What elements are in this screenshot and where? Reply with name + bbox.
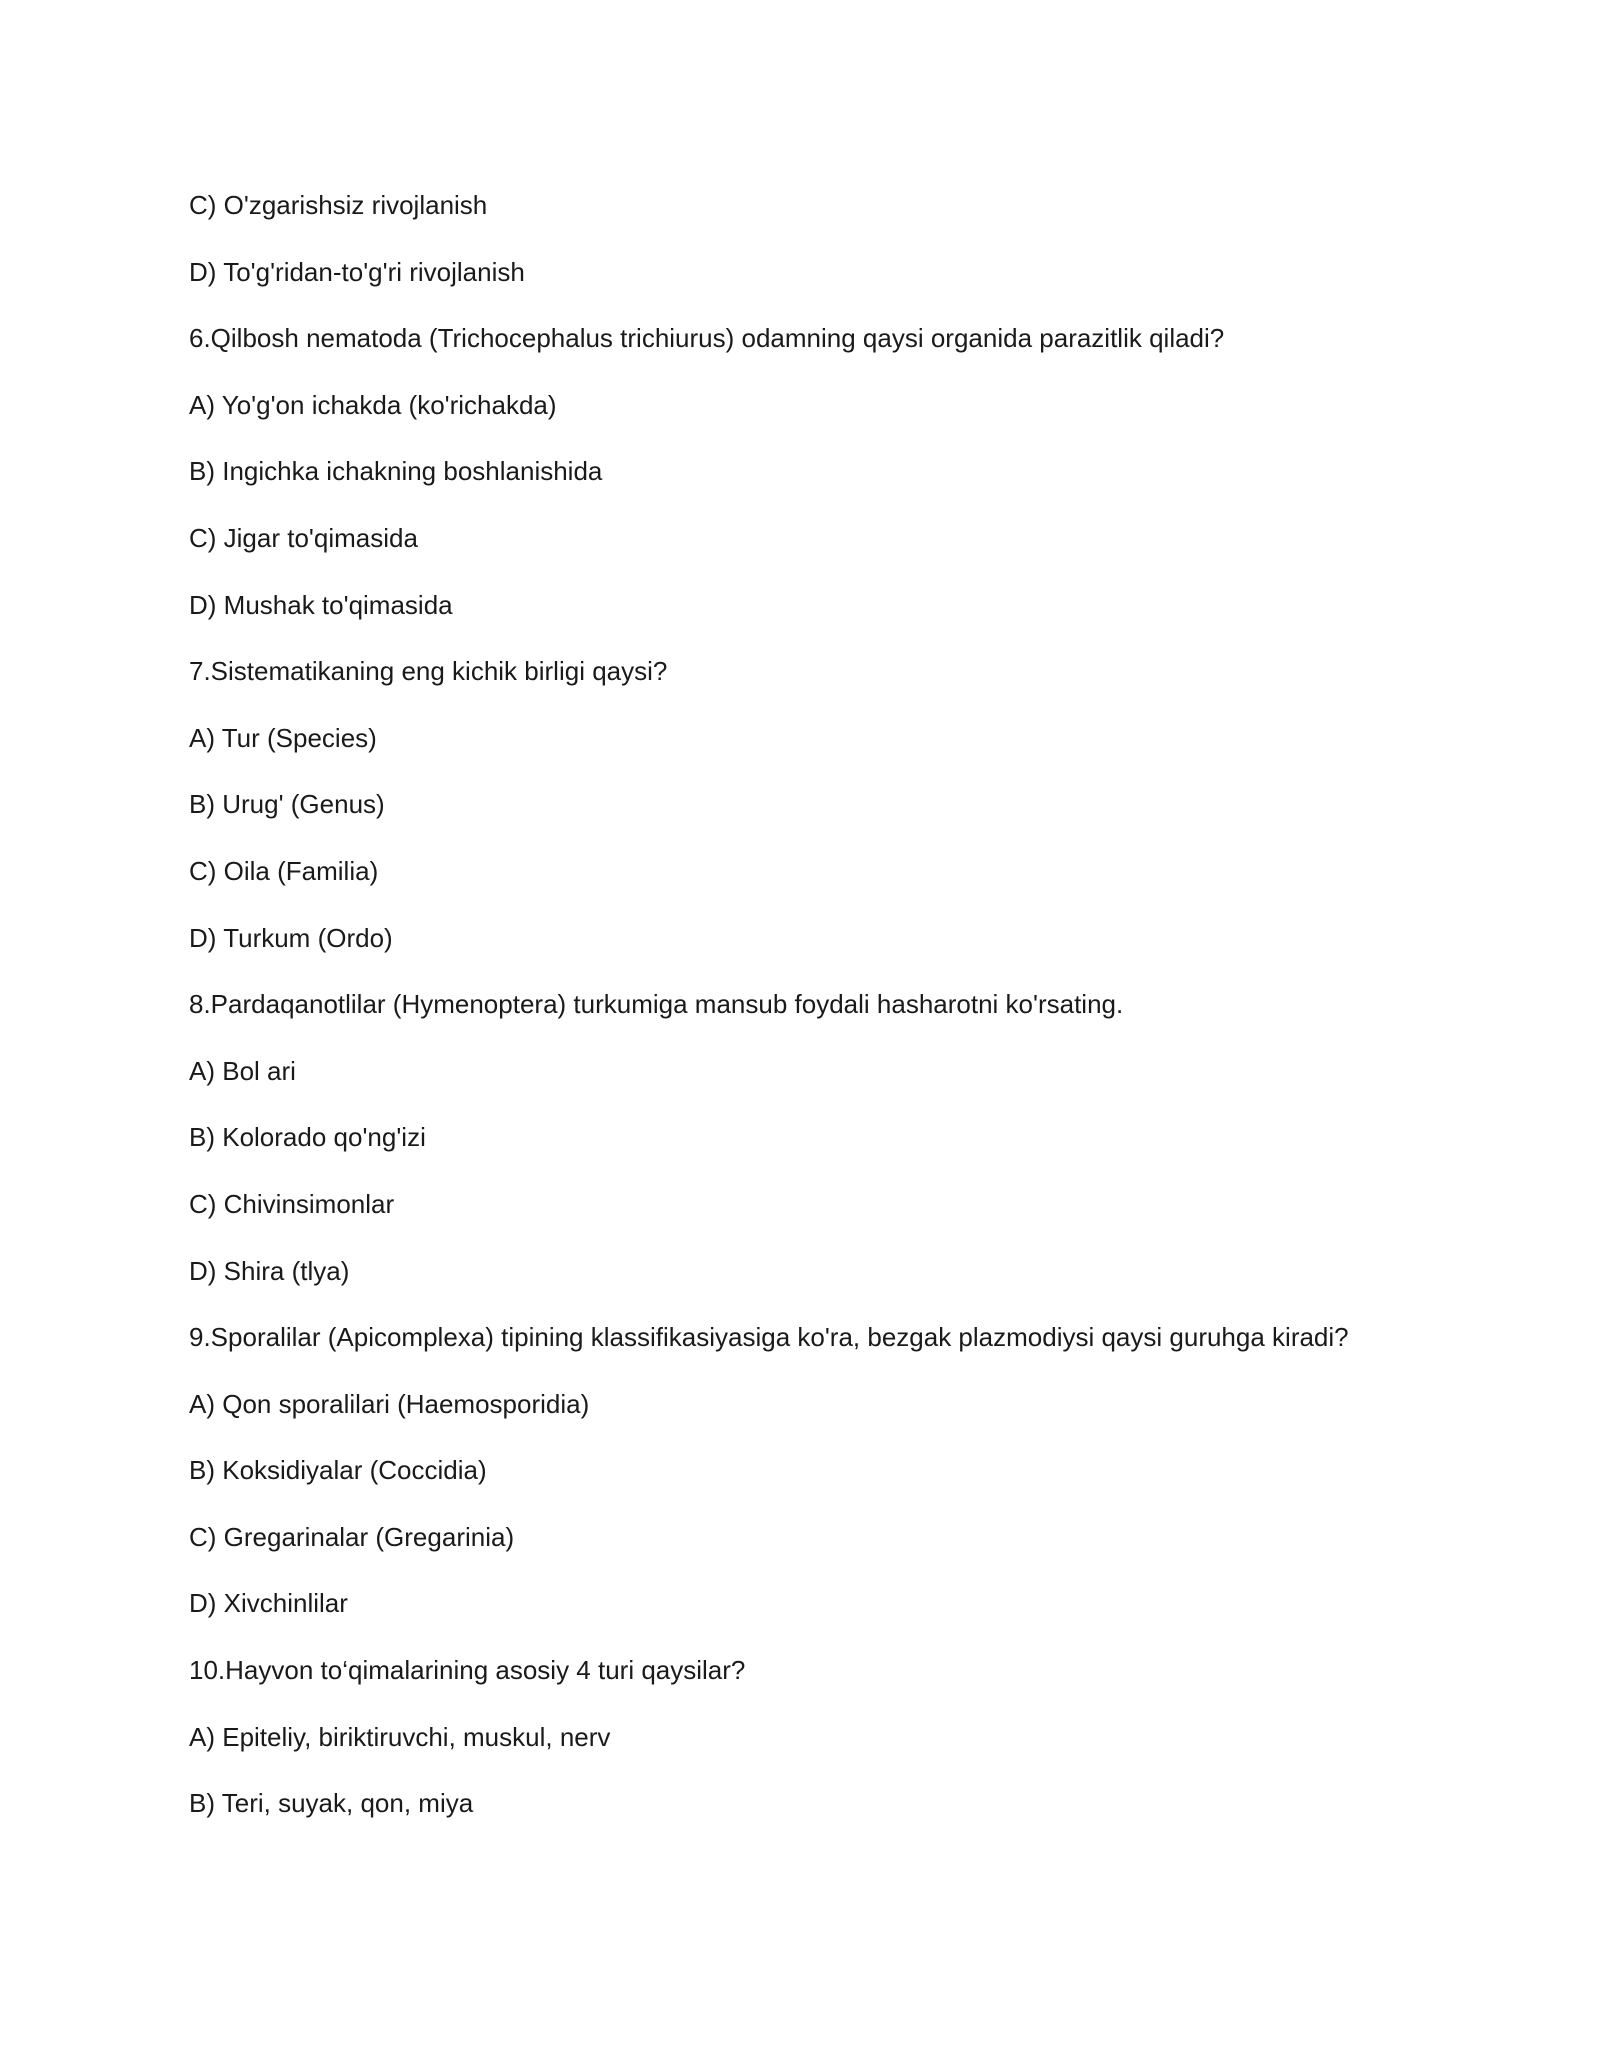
document-body [189,183,1439,1848]
option-a-q7: A) Tur (Species) [189,722,377,753]
option-c-q8: C) Chivinsimonlar [189,1188,395,1219]
option-b-q6: B) Ingichka ichakning boshlanishida [189,456,603,487]
option-c-q7: C) Oila (Familia) [189,855,379,886]
question-10: 10.Hayvon to‘qimalarining asosiy 4 turi qaysilar? [189,1655,746,1686]
option-d-q7: D) Turkum (Ordo) [189,922,393,953]
option-c-q6: C) Jigar to'qimasida [189,522,418,553]
option-d-q9: D) Xivchinlilar [189,1588,348,1619]
option-b-q10: B) Teri, suyak, qon, miya [189,1788,474,1819]
option-b-q9: B) Koksidiyalar (Coccidia) [189,1455,487,1486]
option-a-q6: A) Yo'g'on ichakda (ko'richakda) [189,389,557,420]
question-8: 8.Pardaqanotlilar (Hymenoptera) turkumiga mansub foydali hasharotni ko'rsating. [189,989,1124,1020]
option-d-q5: D) To'g'ridan-to'g'ri rivojlanish [189,256,525,287]
option-b-q7: B) Urug' (Genus) [189,789,385,820]
option-a-q9: A) Qon sporalilari (Haemosporidia) [189,1388,590,1419]
option-a-q10: A) Epiteliy, biriktiruvchi, muskul, nerv [189,1721,611,1752]
option-b-q8: B) Kolorado qo'ng'izi [189,1122,426,1153]
option-d-q6: D) Mushak to'qimasida [189,589,453,620]
question-9: 9.Sporalilar (Apicomplexa) tipining klassifikasiyasiga ko'ra, bezgak plazmodiysi qaysi guruhga kiradi? [189,1322,1349,1353]
option-d-q8: D) Shira (tlya) [189,1255,350,1286]
question-7: 7.Sistematikaning eng kichik birligi qaysi? [189,656,668,687]
option-c-q5: C) O'zgarishsiz rivojlanish [189,190,488,220]
option-a-q8: A) Bol ari [189,1055,296,1086]
option-c-q9: C) Gregarinalar (Gregarinia) [189,1521,515,1552]
question-6: 6.Qilbosh nematoda (Trichocephalus trichiurus) odamning qaysi organida parazitlik qiladi? [189,323,1225,354]
